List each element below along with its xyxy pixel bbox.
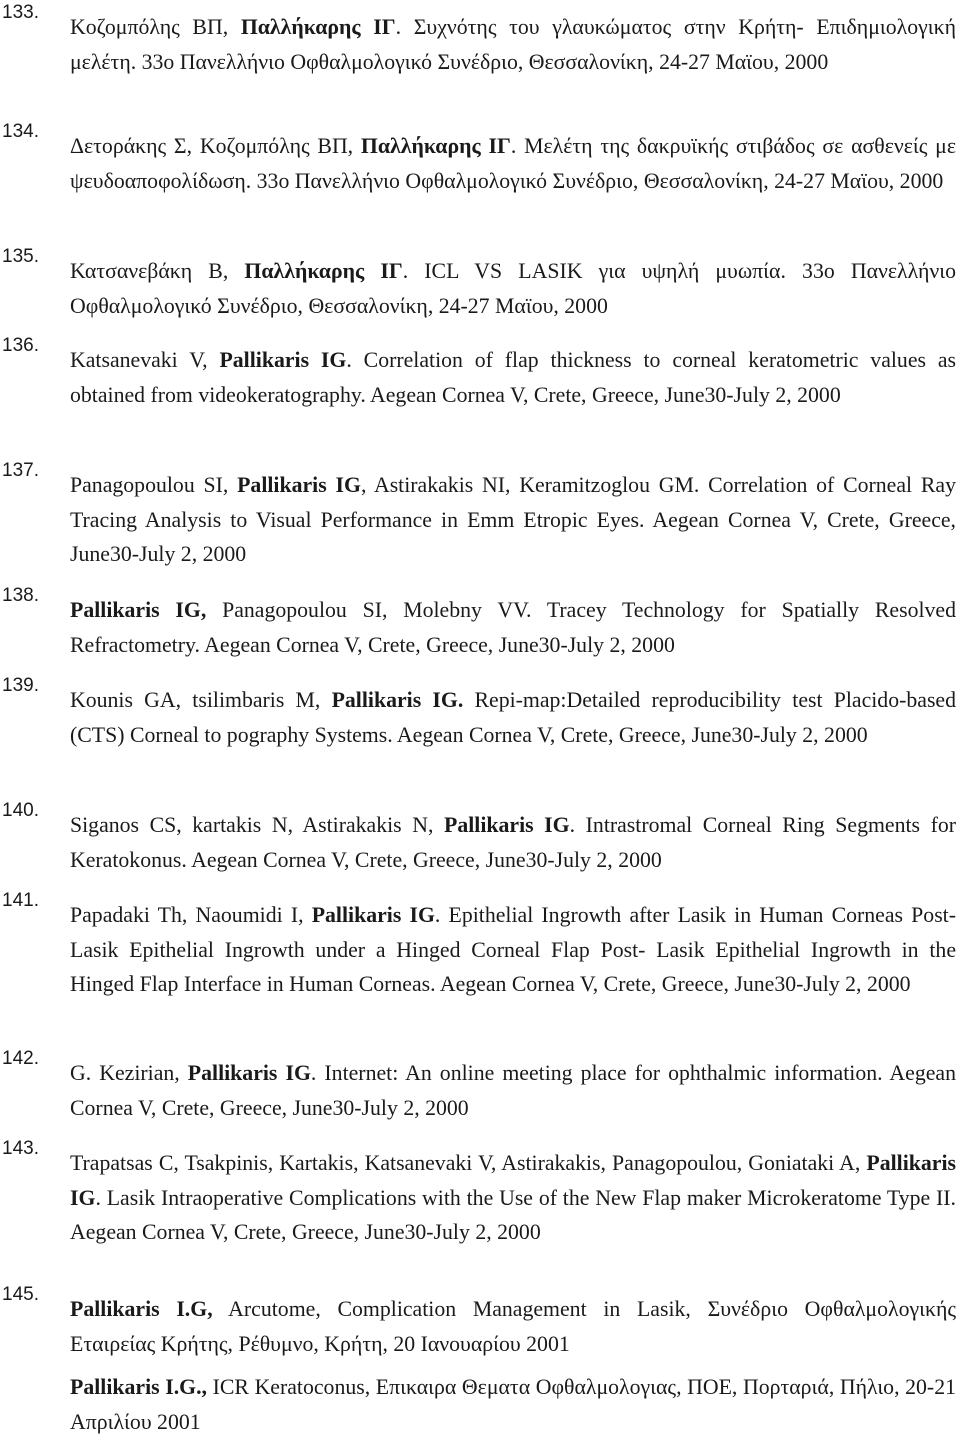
reference-body: Correlation of flap thickness to corneal keratometric values as obtained from videokeratography. Aegean Cornea V, Crete, Greece, June30-July 2, 2000 (70, 348, 956, 407)
reference-text (70, 593, 956, 662)
reference-text (70, 1292, 956, 1361)
reference-text (70, 1146, 956, 1250)
reference-authors-tail: . (402, 259, 409, 283)
reference-body: ICR Keratoconus, Επικαιρα Θεματα Οφθαλμολογιας, ΠΟΕ, Πορταριά, Πήλιο, 20-21 Απριλίου 2001 (70, 1375, 956, 1434)
reference-authors-tail: Panagopoulou SI, Molebny VV. (206, 598, 532, 622)
reference-highlighted-author: Pallikaris IG (219, 348, 347, 372)
reference-text (70, 343, 956, 412)
reference-authors: Panagopoulou SI, (70, 473, 238, 497)
reference-number: 139. (2, 675, 39, 696)
reference-highlighted-author: Pallikaris I.G, (70, 1297, 213, 1321)
reference-text (70, 898, 956, 1002)
reference-text (70, 683, 956, 752)
reference-number: 142. (2, 1048, 39, 1069)
reference-text (70, 1056, 956, 1125)
reference-highlighted-author: Pallikaris IG, (70, 598, 207, 622)
reference-authors-tail: . (95, 1185, 101, 1210)
reference-number: 136. (2, 335, 39, 356)
reference-authors-tail: , Astirakakis NI, Keramitzoglou GM. (360, 473, 700, 497)
reference-authors: Trapatsas C, Tsakpinis, Kartakis, Katsanevaki V, Astirakakis, Panagopoulou, Goniataki A, (70, 1151, 867, 1175)
reference-body: Repi-map:Detailed reproducibility test Placido-based (CTS) Corneal to pography Systems. Aegean Cornea V, Crete, Greece, June30-July 2, 2000 (70, 688, 956, 747)
reference-highlighted-author: Pallikaris IG (187, 1061, 311, 1085)
reference-highlighted-author: Pallikaris IG. (331, 688, 464, 712)
reference-authors: Kounis GA, tsilimbaris M, (70, 688, 332, 712)
reference-authors-tail: . (395, 15, 402, 39)
reference-body: ICL VS LASIK για υψηλή μυωπία. 33ο Πανελλήνιο Οφθαλμολογικό Συνέδριο, Θεσσαλονίκη, 24-27 Μαϊου, 2000 (70, 259, 956, 318)
reference-authors: Κατσανεβάκη Β, (70, 259, 245, 283)
reference-authors-tail: . (346, 348, 352, 372)
reference-body: Epithelial Ingrowth after Lasik in Human Corneas Post-Lasik Epithelial Ingrowth under a Hinged Corneal Flap Post- Lasik Epithelial Ingrowth in the Hinged Flap Interface in Human Corneas. Aegean Cornea V, Crete, Greece, June30-July 2, 2000 (70, 903, 956, 996)
reference-highlighted-author: Pallikaris IG (70, 1151, 956, 1210)
reference-number: 134. (2, 121, 39, 142)
reference-highlighted-author: Παλλήκαρης ΙΓ (360, 134, 511, 158)
reference-body: Συχνότης του γλαυκώματος στην Κρήτη- Επιδημιολογική μελέτη. 33ο Πανελλήνιο Οφθαλμολογικό Συνέδριο, Θεσσαλονίκη, 24-27 Μαϊου, 2000 (70, 15, 956, 74)
reference-number: 137. (2, 460, 39, 481)
reference-number: 143. (2, 1138, 39, 1159)
reference-highlighted-author: Pallikaris IG (311, 903, 435, 927)
reference-authors-tail: . (569, 813, 576, 837)
reference-number: 133. (2, 2, 39, 23)
reference-number: 145. (2, 1284, 39, 1305)
reference-authors: Κοζομπόλης ΒΠ, (70, 15, 241, 39)
reference-body: Tracey Technology for Spatially Resolved Refractometry. Aegean Cornea V, Crete, Greece, June30-July 2, 2000 (70, 598, 956, 657)
reference-highlighted-author: Pallikaris I.G., (70, 1375, 208, 1399)
reference-body: Correlation of Corneal Ray Tracing Analysis to Visual Performance in Emm Etropic Eyes. Aegean Cornea V, Crete, Greece, June30-July 2, 2000 (70, 473, 956, 566)
reference-number: 141. (2, 890, 39, 911)
reference-number: 135. (2, 246, 39, 267)
reference-authors: Siganos CS, kartakis N, Astirakakis N, (70, 813, 444, 837)
reference-authors-tail: . (434, 903, 441, 927)
reference-authors-tail: . (510, 134, 517, 158)
reference-highlighted-author: Παλλήκαρης ΙΓ (240, 15, 396, 39)
reference-text (70, 10, 956, 79)
reference-text (70, 808, 956, 877)
reference-highlighted-author: Pallikaris IG (237, 473, 361, 497)
reference-number: 140. (2, 800, 39, 821)
reference-authors: G. Kezirian, (70, 1061, 188, 1085)
reference-highlighted-author: Pallikaris IG (444, 813, 570, 837)
reference-authors: Δετοράκης Σ, Κοζομπόλης ΒΠ, (70, 134, 361, 158)
reference-highlighted-author: Παλλήκαρης ΙΓ (244, 259, 403, 283)
reference-body: Lasik Intraoperative Complications with the Use of the New Flap maker Microkeratome Type II. Aegean Cornea V, Crete, Greece, June30-July 2, 2000 (70, 1185, 956, 1244)
reference-authors: Papadaki Th, Naoumidi I, (70, 903, 312, 927)
reference-body: Μελέτη της δακρυϊκής στιβάδος σε ασθενείς με ψευδοαποφολίδωση. 33ο Πανελλήνιο Οφθαλμολογικό Συνέδριο, Θεσσαλονίκη, 24-27 Μαϊου, 2000 (70, 134, 956, 193)
reference-authors-tail: . (310, 1061, 317, 1085)
reference-text (70, 254, 956, 323)
reference-number: 138. (2, 585, 39, 606)
reference-text (70, 1370, 956, 1439)
reference-text (70, 129, 956, 198)
reference-body: Arcutome, Complication Management in Lasik, Συνέδριο Οφθαλμολογικής Εταιρείας Κρήτης, Ρέθυμνο, Κρήτη, 20 Ιανουαρίου 2001 (70, 1297, 956, 1356)
reference-text (70, 468, 956, 572)
reference-authors: Katsanevaki V, (70, 348, 220, 372)
reference-body: Intrastromal Corneal Ring Segments for Keratokonus. Aegean Cornea V, Crete, Greece, June30-July 2, 2000 (70, 813, 957, 872)
reference-body: Internet: An online meeting place for ophthalmic information. Aegean Cornea V, Crete, Greece, June30-July 2, 2000 (70, 1061, 956, 1120)
